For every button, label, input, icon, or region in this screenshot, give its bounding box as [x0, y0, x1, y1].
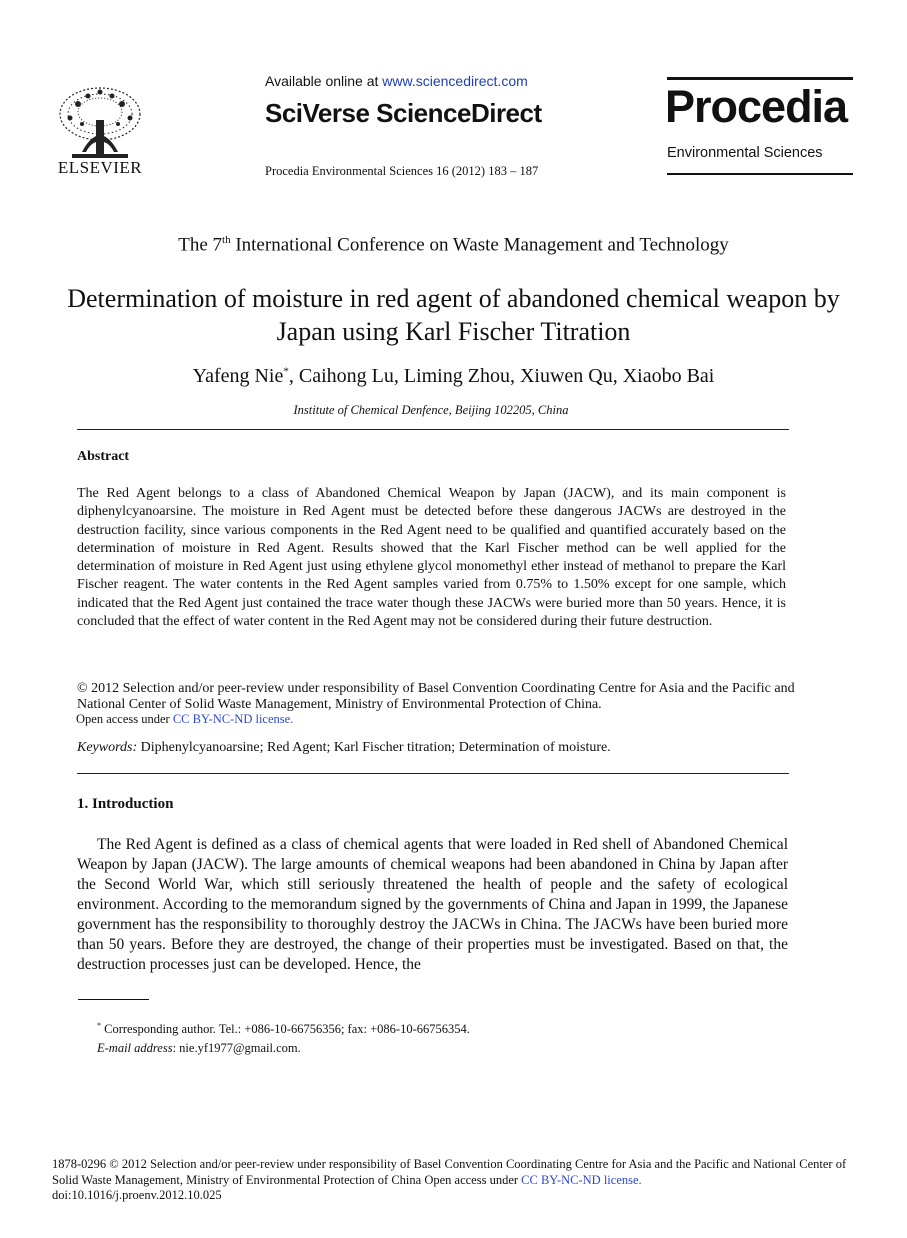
- brand-top-rule: [667, 77, 853, 80]
- bottom-open-access-prefix: Open access under: [421, 1173, 522, 1187]
- platform-name: SciVerse ScienceDirect: [265, 98, 542, 128]
- email-address[interactable]: : nie.yf1977@gmail.com.: [172, 1041, 301, 1055]
- bottom-license-link[interactable]: CC BY-NC-ND license.: [521, 1173, 642, 1187]
- other-authors: , Caihong Lu, Liming Zhou, Xiuwen Qu, Xiaobo Bai: [288, 365, 715, 387]
- email-label: E-mail address: [97, 1041, 173, 1055]
- footnote-mark: *: [97, 1021, 101, 1030]
- keywords-label: Keywords:: [77, 740, 138, 755]
- brand-bottom-rule: [667, 173, 853, 175]
- issn-text: 1878-0296 © 2012 Selection and/or peer-review under responsibility of Basel Convention Coordinating Centre for Asia and the Pacific and National Center of Solid Waste Management, Ministry of Environmental Protection of China: [52, 1157, 847, 1187]
- available-online: [265, 73, 528, 89]
- abstract-body: The Red Agent belongs to a class of Abandoned Chemical Weapon by Japan (JACW), and its main component is diphenylcyanoarsine. The moisture in Red Agent must be detected before these dangerous JACWs are destroyed in the destruction facility, since various components in the Red Agent need to be qualified and quantified accurately based on the determination of moisture in Red Agent. Results showed that the Karl Fischer method can be well applied for the determination of moisture in Red Agent just using ethylene glycol monomethyl ether instead of methanol to prepare the Karl Fischer reagent. The water contents in the Red Agent samples varied from 0.75% to 1.50% except for one sample, which indicated that the Red Agent just contained the trace water though these JACWs were buried more than 50 years. Hence, it is concluded that the effect of water content in the Red Agent may not be considered during their future destruction.: [77, 486, 786, 630]
- conference-sup: th: [222, 234, 231, 246]
- first-author: Yafeng Nie: [192, 365, 284, 387]
- available-prefix: Available online at: [265, 73, 383, 89]
- divider: [77, 773, 789, 774]
- doi[interactable]: doi:10.1016/j.proenv.2012.10.025: [52, 1188, 222, 1202]
- paper-title: Determination of moisture in red agent of abandoned chemical weapon by Japan using Karl Fischer Titration: [67, 284, 840, 346]
- conference-pre: The 7: [178, 234, 223, 256]
- journal-subtitle: Environmental Sciences: [667, 145, 823, 161]
- open-access-prefix: Open access under: [76, 712, 173, 726]
- email-footnote: [97, 1041, 301, 1056]
- corresponding-footnote: [97, 1021, 470, 1037]
- journal-reference: Procedia Environmental Sciences 16 (2012) 183 – 187: [265, 164, 539, 178]
- conference-post: International Conference on Waste Management and Technology: [230, 234, 729, 256]
- divider: [77, 429, 789, 430]
- issn-copyright-line: [52, 1156, 862, 1188]
- introduction-body: The Red Agent is defined as a class of chemical agents that were loaded in Red shell of Abandoned Chemical Weapon by Japan (JACW). The large amounts of chemical weapons had been abandoned in China by Japan after the Second World War, which still seriously threatened the health of people and the safety of ecological environment. According to the memorandum signed by the governments of China and Japan in 1999, the Japanese government has the responsibility to thoroughly destroy the JACWs in China. The JACWs have been buried more than 50 years. Before they are destroyed, the change of their properties must be investigated. Based on that, the destruction processes just can be developed. Hence, the: [77, 836, 788, 973]
- conference-name: [0, 234, 907, 256]
- corresponding-mark: *: [283, 365, 289, 378]
- affiliation: Institute of Chemical Denfence, Beijing 102205, China: [293, 403, 569, 417]
- abstract-heading: Abstract: [77, 449, 130, 464]
- keywords: [77, 740, 789, 756]
- copyright-statement: © 2012 Selection and/or peer-review under responsibility of Basel Convention Coordinating Centre for Asia and the Pacific and National Center of Solid Waste Management, Ministry of Environmental Protection of China.: [77, 681, 795, 712]
- footnote-divider: [78, 999, 149, 1000]
- author-list: [0, 365, 907, 388]
- section-heading: 1. Introduction: [77, 796, 174, 812]
- keywords-text: Diphenylcyanoarsine; Red Agent; Karl Fischer titration; Determination of moisture.: [137, 740, 611, 755]
- license-link[interactable]: CC BY-NC-ND license.: [172, 712, 294, 726]
- footnote-contact: Corresponding author. Tel.: +086-10-66756356; fax: +086-10-66756354.: [101, 1022, 470, 1037]
- publisher-name: ELSEVIER: [57, 158, 143, 177]
- sciencedirect-link[interactable]: www.sciencedirect.com: [382, 73, 528, 89]
- open-access-line: [76, 712, 293, 727]
- journal-brand: Procedia: [665, 81, 848, 132]
